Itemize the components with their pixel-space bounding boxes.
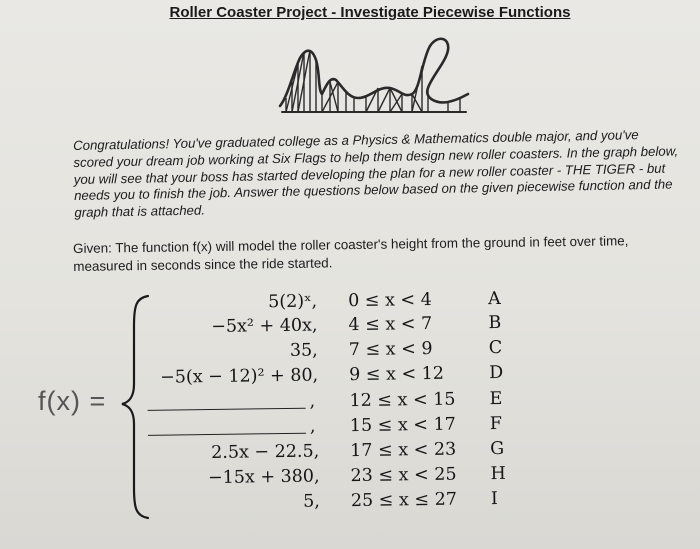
piece-expression: −5x² + 40x, — [211, 315, 318, 338]
piece-expression: 5, — [303, 491, 321, 512]
piece-domain: 25 ≤ x ≤ 27 — [350, 489, 458, 512]
piece-letter: C — [488, 337, 503, 359]
piece-expression: 5(2)ˣ, — [268, 291, 318, 313]
piece-expression: 35, — [289, 340, 318, 361]
piece-letter: G — [490, 438, 505, 460]
piece-domain: 12 ≤ x < 15 — [349, 389, 456, 412]
piece-letter: A — [487, 288, 501, 310]
piece-row-i — [143, 488, 543, 518]
piece-letter: I — [490, 489, 498, 510]
piecewise-definition — [140, 288, 543, 524]
roller-coaster-illustration — [278, 36, 470, 122]
piece-domain: 23 ≤ x < 25 — [350, 464, 457, 487]
piece-domain: 9 ≤ x < 12 — [349, 363, 445, 386]
piece-expression: −5(x − 12)² + 80, — [160, 365, 319, 388]
piece-expression: 2.5x − 22.5, — [211, 441, 320, 464]
blank-comma: , — [309, 416, 316, 437]
answer-blank-line — [148, 417, 306, 436]
piece-letter: H — [490, 463, 506, 485]
piece-domain: 7 ≤ x < 9 — [348, 338, 433, 361]
piece-letter: D — [488, 362, 504, 384]
piece-domain: 0 ≤ x < 4 — [347, 289, 432, 312]
piece-domain: 4 ≤ x < 7 — [348, 313, 433, 336]
blank-comma: , — [309, 391, 316, 412]
piece-domain: 17 ≤ x < 23 — [350, 439, 457, 462]
given-statement: Given: The function f(x) will model the roller coaster's height from the ground in feet over time, measured in seconds since the ride started. — [73, 233, 629, 274]
piece-domain: 15 ≤ x < 17 — [349, 414, 456, 437]
function-label: f(x) = — [38, 386, 107, 416]
piece-expression: −15x + 380, — [207, 466, 320, 489]
intro-paragraph: Congratulations! You've graduated college as a Physics & Mathematics double major, and you've scored your dream job working at Six Flags to help them design new roller coasters. In the graph below, you will see that your boss has started developing the plan for a new roller coaster - THE TIGER - but needs you to finish the job. Answer the questions below based on the given piecewise function and the graph that is attached. — [73, 127, 679, 221]
piece-letter: E — [489, 388, 503, 410]
worksheet-title: Roller Coaster Project - Investigate Piecewise Functions — [169, 4, 571, 21]
piece-letter: F — [489, 413, 503, 435]
answer-blank-line — [147, 392, 305, 411]
piece-row-d — [141, 362, 541, 392]
piece-letter: B — [488, 312, 502, 334]
